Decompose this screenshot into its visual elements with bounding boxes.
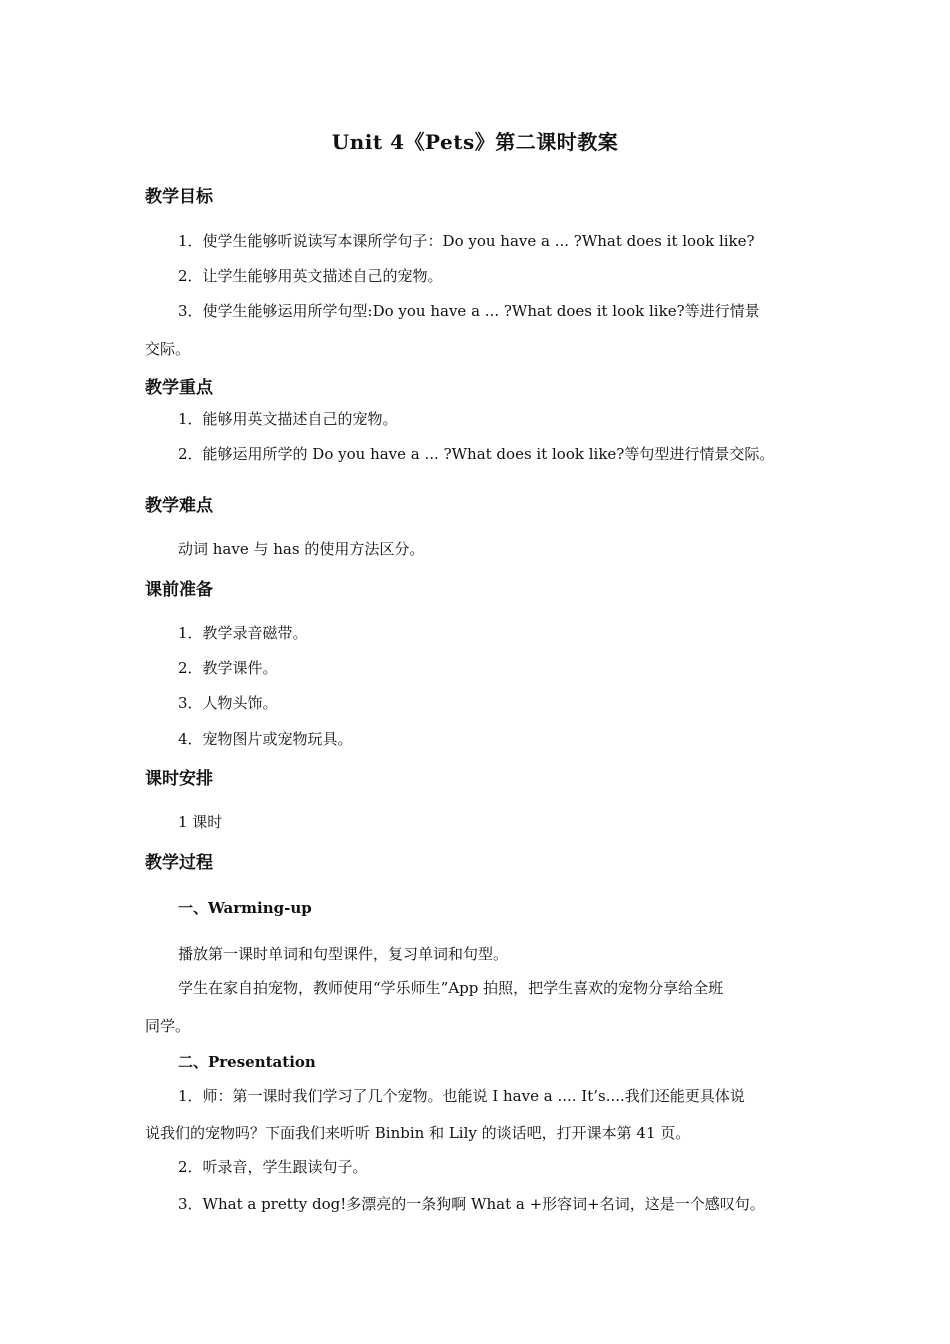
warmup-line-3: 同学。 — [145, 1017, 191, 1035]
process-heading: 教学过程 — [145, 853, 213, 873]
preparation-heading: 课前准备 — [145, 580, 213, 600]
warmup-line-1: 播放第一课时单词和句型课件，复习单词和句型。 — [178, 945, 509, 963]
key-point-item-1: 1．能够用英文描述自己的宠物。 — [178, 410, 398, 428]
difficulty-item-1: 动词 have 与 has 的使用方法区分。 — [178, 540, 425, 558]
difficulties-heading: 教学难点 — [145, 496, 213, 516]
key-points-heading: 教学重点 — [145, 378, 213, 398]
preparation-item-3: 3．人物头饰。 — [178, 694, 278, 712]
preparation-item-2: 2．教学课件。 — [178, 659, 278, 677]
presentation-line-2: 说我们的宠物吗？下面我们来听听 Binbin 和 Lily 的谈话吧，打开课本第 41 页。 — [145, 1124, 691, 1142]
presentation-line-1: 1．师：第一课时我们学习了几个宠物。也能说 I have a .... It’s....我们还能更具体说 — [178, 1087, 745, 1105]
page-title: Unit 4《Pets》第二课时教案 — [331, 130, 619, 154]
objective-item-1: 1．使学生能够听说读写本课所学句子：Do you have a ... ?What does it look like? — [178, 232, 755, 250]
key-point-item-2: 2．能够运用所学的 Do you have a ... ?What does it look like?等句型进行情景交际。 — [178, 445, 775, 463]
presentation-subheading: 二、Presentation — [178, 1053, 316, 1071]
presentation-line-4: 3．What a pretty dog!多漂亮的一条狗啊 What a +形容词+名词，这是一个感叹句。 — [178, 1195, 765, 1213]
warmup-subheading: 一、Warming-up — [178, 899, 312, 917]
objective-item-3-continued: 交际。 — [145, 340, 191, 358]
objective-item-2: 2．让学生能够用英文描述自己的宠物。 — [178, 267, 443, 285]
schedule-heading: 课时安排 — [145, 769, 213, 789]
preparation-item-1: 1．教学录音磁带。 — [178, 624, 308, 642]
objectives-heading: 教学目标 — [145, 187, 213, 207]
schedule-item-1: 1 课时 — [178, 813, 223, 831]
preparation-item-4: 4．宠物图片或宠物玩具。 — [178, 730, 353, 748]
presentation-line-3: 2．听录音，学生跟读句子。 — [178, 1158, 368, 1176]
warmup-line-2: 学生在家自拍宠物，教师使用“学乐师生”App 拍照，把学生喜欢的宠物分享给全班 — [178, 979, 724, 997]
objective-item-3: 3．使学生能够运用所学句型:Do you have a ... ?What does it look like?等进行情景 — [178, 302, 760, 320]
